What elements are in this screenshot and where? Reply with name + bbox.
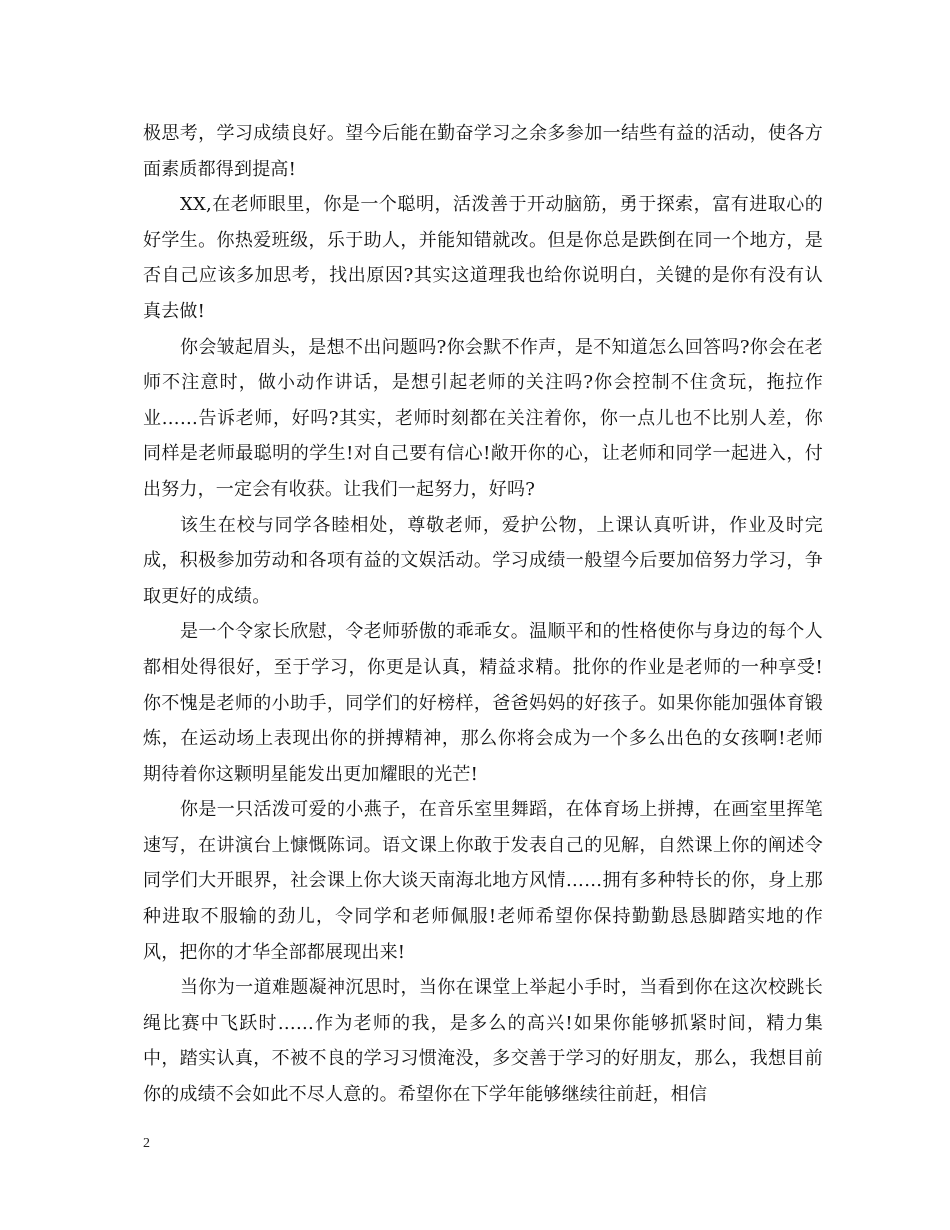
- paragraph-1: 极思考，学习成绩良好。望今后能在勤奋学习之余多参加一结些有益的活动，使各方面素质都得到提高!: [143, 123, 823, 180]
- paragraph-7: 当你为一道难题凝神沉思时，当你在课堂上举起小手时，当看到你在这次校跳长绳比赛中飞跃时……作为老师的我，是多么的高兴!如果你能够抓紧时间，精力集中，踏实认真，不被不良的学习习惯淹没，多交善于学习的好朋友，那么，我想目前你的成绩不会如此不尽人意的。希望你在下学年能够继续往前赶，相信: [143, 977, 823, 1106]
- paragraph-4: 该生在校与同学各睦相处，尊敬老师，爱护公物，上课认真听讲，作业及时完成，积极参加劳动和各项有益的文娱活动。学习成绩一般望今后要加倍努力学习，争取更好的成绩。: [143, 514, 823, 607]
- document-body: [143, 116, 823, 1113]
- paragraph-6: 你是一只活泼可爱的小燕子，在音乐室里舞蹈，在体育场上拼搏，在画室里挥笔速写，在讲演台上慷慨陈词。语文课上你敢于发表自己的见解，自然课上你的阐述令同学们大开眼界，社会课上你大谈天南海北地方风情……拥有多种特长的你，身上那种进取不服输的劲儿，令同学和老师佩服!老师希望你保持勤勤恳恳脚踏实地的作风，把你的才华全部都展现出来!: [143, 799, 823, 963]
- paragraph-5: 是一个令家长欣慰，令老师骄傲的乖乖女。温顺平和的性格使你与身边的每个人都相处得很好，至于学习，你更是认真，精益求精。批你的作业是老师的一种享受!你不愧是老师的小助手，同学们的好榜样，爸爸妈妈的好孩子。如果你能加强体育锻炼，在运动场上表现出你的拼搏精神，那么你将会成为一个多么出色的女孩啊!老师期待着你这颗明星能发出更加耀眼的光芒!: [143, 621, 823, 785]
- page-number: 2: [143, 1136, 150, 1151]
- paragraph-3: 你会皱起眉头，是想不出问题吗?你会默不作声，是不知道怎么回答吗?你会在老师不注意时，做小动作讲话，是想引起老师的关注吗?你会控制不住贪玩，拖拉作业……告诉老师，好吗?其实，老师时刻都在关注着你，你一点儿也不比别人差，你同样是老师最聪明的学生!对自己要有信心!敞开你的心，让老师和同学一起进入，付出努力，一定会有收获。让我们一起努力，好吗?: [143, 336, 823, 500]
- paragraph-2: XX,在老师眼里，你是一个聪明，活泼善于开动脑筋，勇于探索，富有进取心的好学生。你热爱班级，乐于助人，并能知错就改。但是你总是跌倒在同一个地方，是否自己应该多加思考，找出原因?其实这道理我也给你说明白，关键的是你有没有认真去做!: [143, 194, 823, 322]
